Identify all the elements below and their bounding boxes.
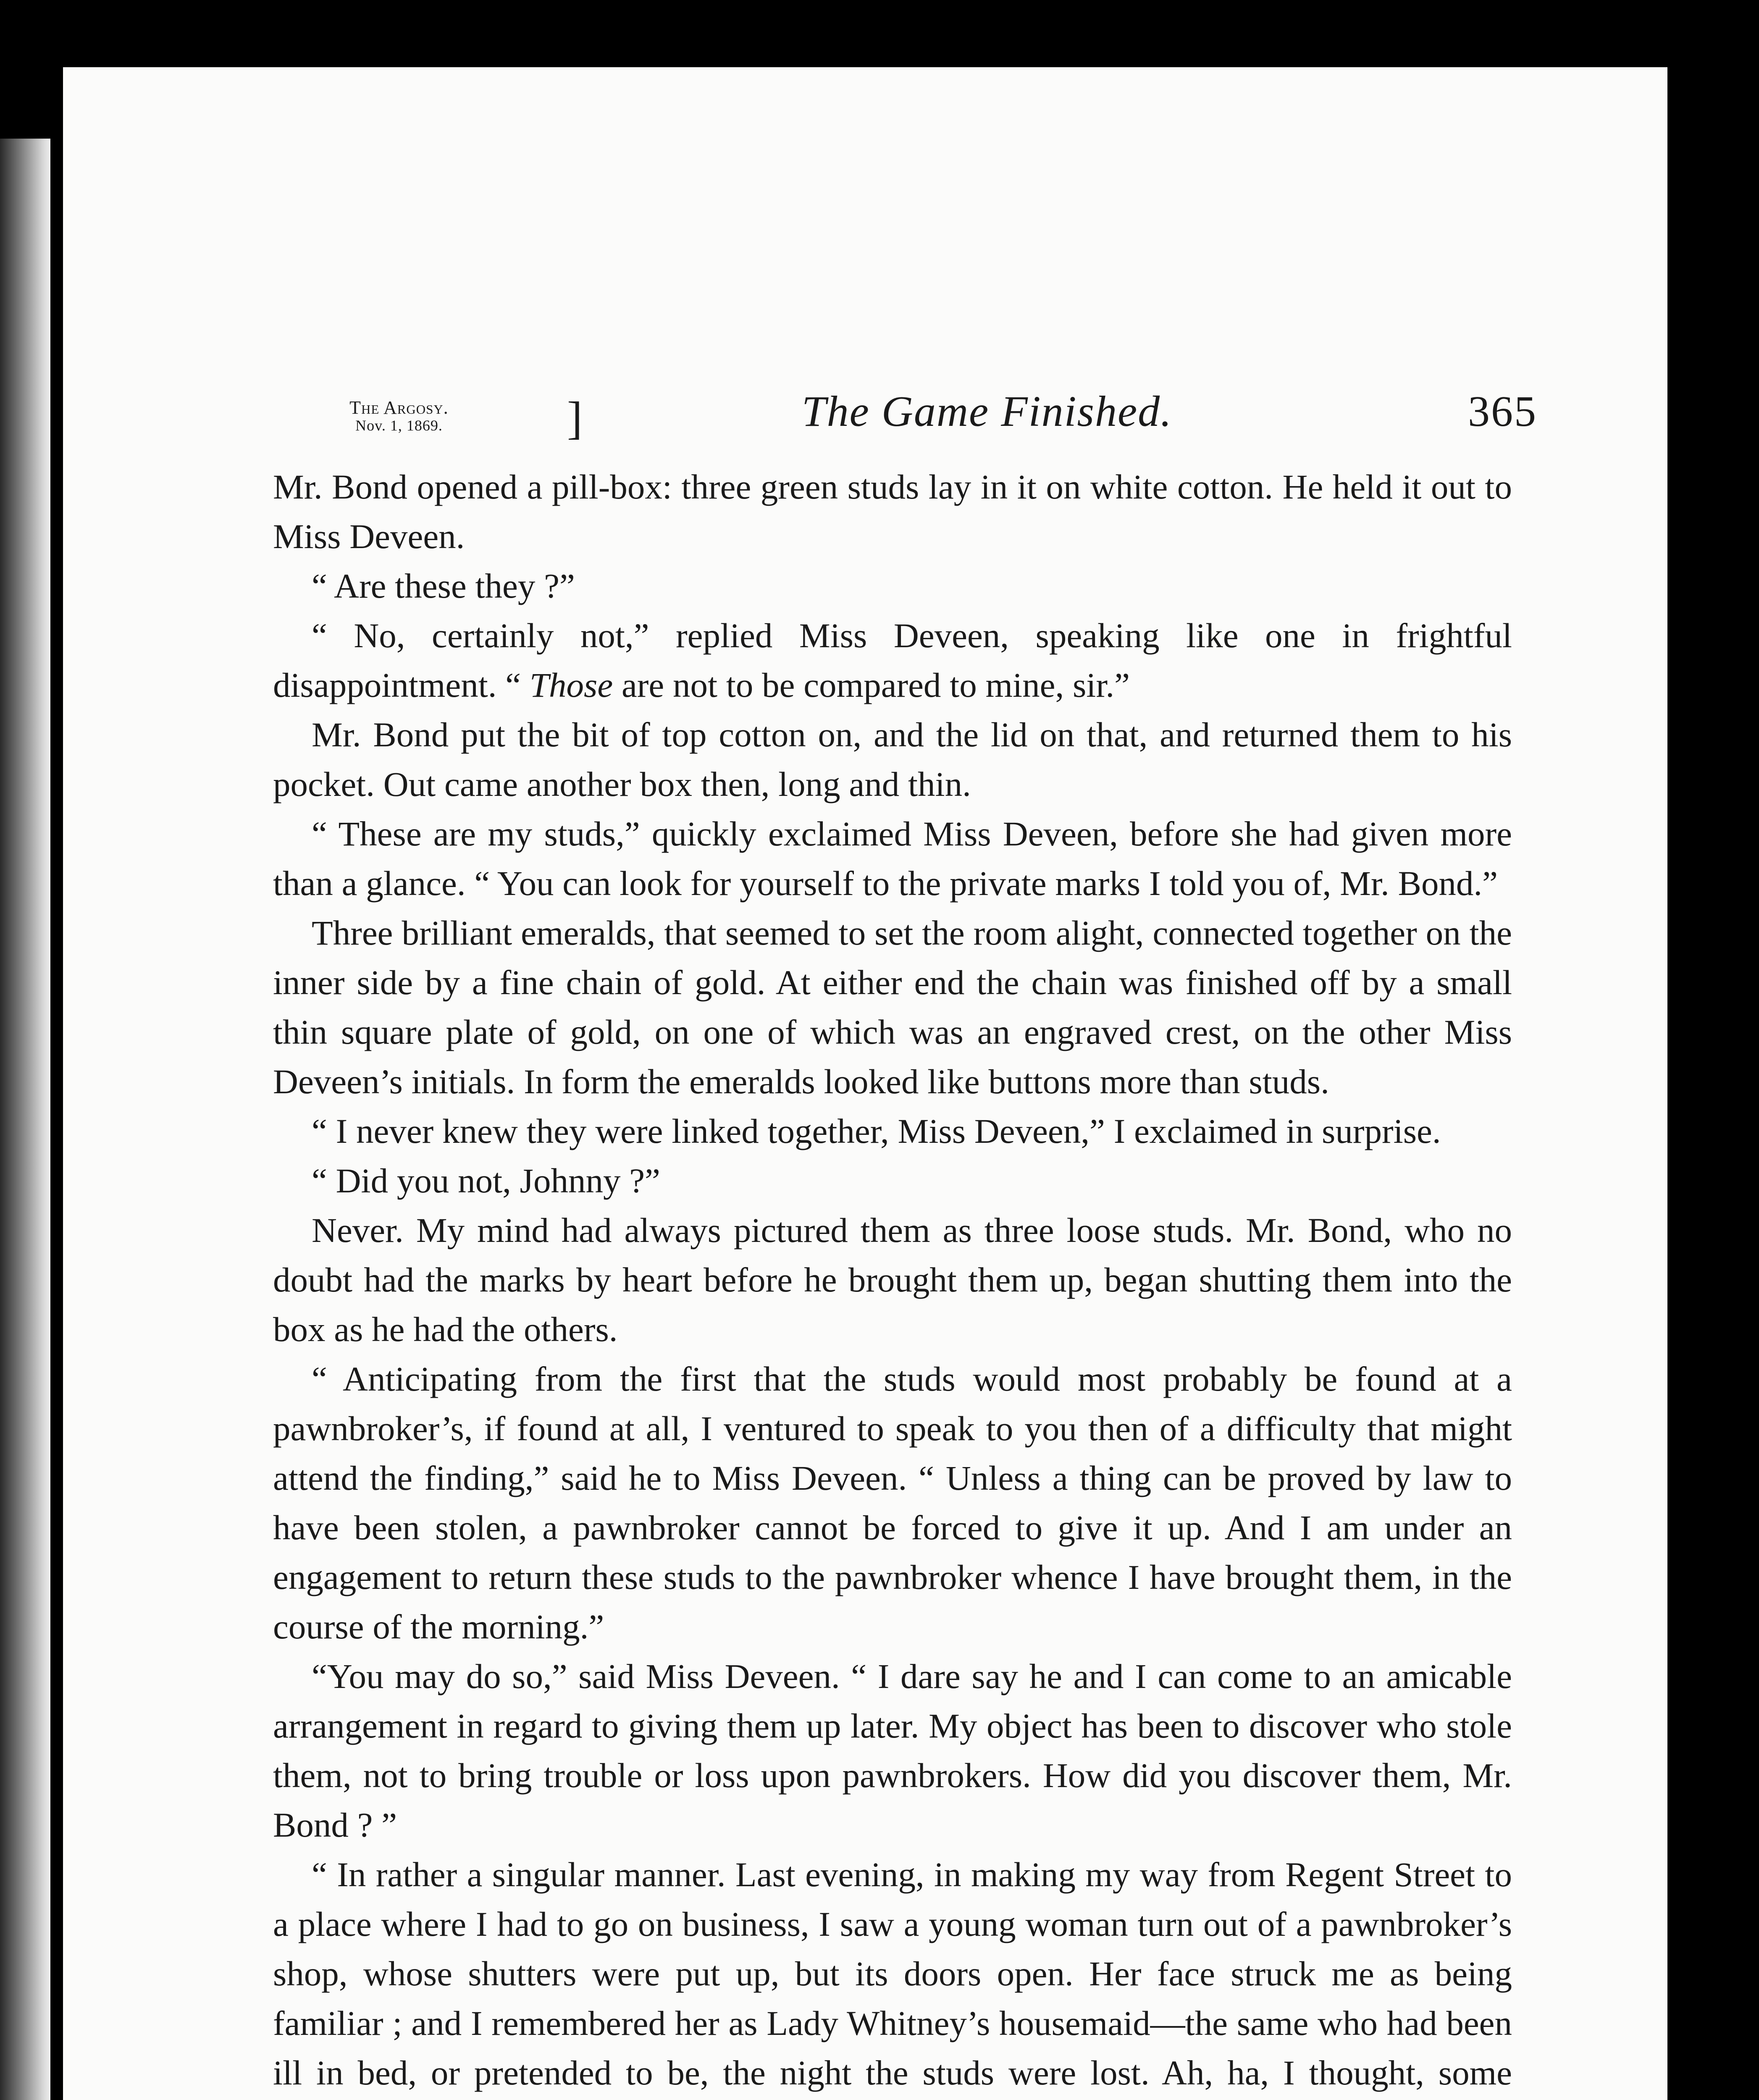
paragraph-text: “ Anticipating from the first that the studs would most probably be found at a pawnbroker’s, if found at all, I ventured to speak to you then of a difficulty that might attend the finding,” said he to Miss Deveen. “ Unless a thing can be proved by law to have been stolen, a pawnbroker cannot be forced to give it up. And I am under an engagement to return these studs to the pawnbroker whence I have brought them, in the course of the morning.”: [273, 1360, 1512, 1646]
paragraph: [273, 1205, 1512, 1354]
paragraph-text: Mr. Bond opened a pill-box: three green studs lay in it on white cotton. He held it out to Miss Deveen.: [273, 467, 1512, 556]
paragraph: [273, 1850, 1512, 2100]
book-spine-edge: [0, 139, 50, 2100]
paragraph-text: Never. My mind had always pictured them as three loose studs. Mr. Bond, who no doubt had the marks by heart before he brought them up, began shutting them into the box as he had the others.: [273, 1211, 1512, 1349]
page-header: [231, 323, 1537, 444]
page-number: 365: [1468, 387, 1537, 436]
paragraph: [273, 462, 1512, 561]
running-head-left: [298, 399, 500, 434]
paragraph: [273, 908, 1512, 1106]
running-head-bracket: ]: [567, 392, 583, 444]
paragraph: [273, 1651, 1512, 1850]
paragraph: [273, 611, 1512, 710]
paragraph: [273, 710, 1512, 809]
paragraph-text: “ These are my studs,” quickly exclaimed Miss Deveen, before she had given more than a glance. “ You can look for yourself to the private marks I told you of, Mr. Bond.”: [273, 814, 1512, 903]
paragraph-emphasis: Those: [529, 666, 613, 704]
paragraph: [273, 1106, 1512, 1156]
paragraph-text: “ Are these they ?”: [312, 567, 575, 605]
body-text: [273, 462, 1512, 2100]
paragraph-text: Mr. Bond put the bit of top cotton on, and the lid on that, and returned them to his pocket. Out came another box then, long and thin.: [273, 715, 1512, 803]
paragraph: [273, 1354, 1512, 1651]
book-page: [63, 67, 1667, 2100]
paragraph: [273, 809, 1512, 908]
paragraph-text: Three brilliant emeralds, that seemed to set the room alight, connected together on the inner side by a fine chain of gold. At either end the chain was finished off by a small thin square plate of gold, on one of which was an engraved crest, on the other Miss Deveen’s initials. In form the emeralds looked like buttons more than studs.: [273, 914, 1512, 1101]
paragraph-text: “You may do so,” said Miss Deveen. “ I dare say he and I can come to an amicable arrangement in regard to giving them up later. My object has been to discover who stole them, not to bring trouble or loss upon pawnbrokers. How did you discover them, Mr. Bond ? ”: [273, 1657, 1512, 1844]
paragraph-text: “ I never knew they were linked together, Miss Deveen,” I exclaimed in surprise.: [312, 1112, 1441, 1150]
paragraph-text: are not to be compared to mine, sir.”: [613, 666, 1130, 704]
running-head-publication: The Argosy.: [349, 397, 449, 418]
paragraph: [273, 1156, 1512, 1205]
paragraph-text: “ Did you not, Johnny ?”: [312, 1161, 660, 1200]
running-head-date: Nov. 1, 1869.: [355, 417, 443, 434]
paragraph: [273, 561, 1512, 611]
paragraph-text: “ In rather a singular manner. Last evening, in making my way from Regent Street to a place where I had to go on business, I saw a young woman turn out of a pawnbroker’s shop, whose shutters were put up, but its doors open. Her face struck me as being familiar ; and I remembered her as Lady Whitney’s housemaid—the same who had been ill in bed, or pretended to be, the night the studs were lost. Ah, ha, I thought, some: [273, 1855, 1512, 2092]
paragraph-text: “ No, certainly not,” replied Miss Deveen, speaking like one in frightful disappointment. “: [273, 616, 1512, 704]
running-title: The Game Finished.: [801, 387, 1173, 436]
